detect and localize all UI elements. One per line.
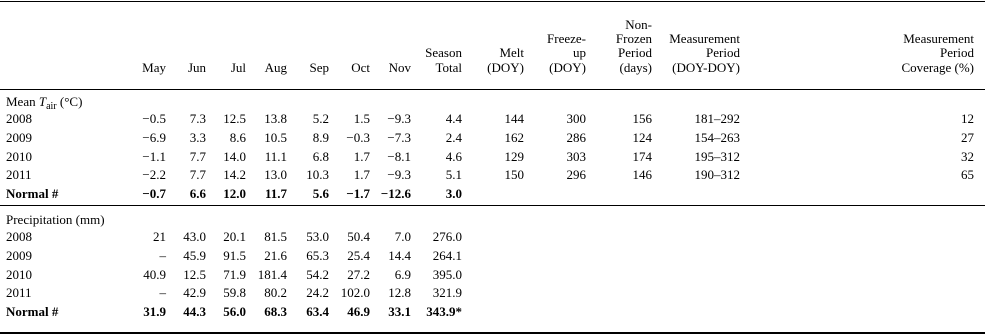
column-header: Period <box>706 45 740 61</box>
table-cell: −1.7 <box>346 186 370 202</box>
section-title-text: Precipitation (mm) <box>6 212 105 227</box>
table-cell: −0.3 <box>346 129 370 145</box>
column-header: Melt <box>499 45 524 61</box>
table-cell: 276.0 <box>432 229 462 244</box>
column-header: Season <box>425 45 462 61</box>
table-cell: 1.5 <box>353 111 370 126</box>
table-cell: 7.7 <box>189 148 206 164</box>
table-cell: 91.5 <box>223 247 246 263</box>
table-cell: 5.6 <box>312 186 329 202</box>
column-header: (DOY) <box>487 59 524 75</box>
column-header: (days) <box>619 59 652 75</box>
table-cell: −1.1 <box>142 148 166 164</box>
table-cell: 156 <box>632 111 652 126</box>
row-label: Normal # <box>6 186 59 202</box>
table-cell: 14.4 <box>388 247 411 263</box>
table-cell: 54.2 <box>306 266 329 282</box>
table-cell: 14.2 <box>223 167 246 183</box>
column-header: Sep <box>309 59 329 75</box>
column-header: (DOY-DOY) <box>672 59 740 75</box>
table-rule <box>0 205 985 206</box>
table-cell: 14.0 <box>223 148 246 164</box>
table-cell: 1.7 <box>353 148 370 164</box>
table-cell: −6.9 <box>142 129 166 145</box>
table-cell: 5.1 <box>445 167 462 183</box>
table-cell: 150 <box>504 167 524 183</box>
table-cell: 5.2 <box>312 111 329 126</box>
section-title-text: Mean <box>6 94 39 109</box>
column-header: Measurement <box>903 31 974 47</box>
table-cell: 181–292 <box>694 111 740 126</box>
column-header: Coverage (%) <box>901 59 974 75</box>
column-header: Nov <box>388 59 411 75</box>
section-title-subscript: air <box>46 101 57 112</box>
table-cell: 181.4 <box>257 266 287 282</box>
table-cell: 45.9 <box>183 247 206 263</box>
table-cell: 32 <box>961 148 974 164</box>
table-cell: 80.2 <box>264 285 287 301</box>
table-cell: 46.9 <box>347 304 370 320</box>
table-cell: 10.3 <box>306 167 329 183</box>
table-cell: 6.6 <box>189 186 206 202</box>
column-header: Frozen <box>615 31 652 47</box>
table-rule <box>0 89 985 90</box>
table-cell: 12.0 <box>223 186 246 202</box>
table-cell: −7.3 <box>387 129 411 145</box>
table-cell: 6.8 <box>312 148 329 164</box>
table-cell: 303 <box>566 148 586 164</box>
table-cell: 1.7 <box>353 167 370 183</box>
column-header: Total <box>435 59 462 75</box>
table-cell: 343.9* <box>426 304 462 320</box>
table-rule <box>0 332 985 334</box>
row-label: 2008 <box>6 229 32 244</box>
table-cell: 296 <box>566 167 586 183</box>
table-cell: 264.1 <box>432 247 462 263</box>
row-label: 2009 <box>6 129 32 145</box>
table-cell: 2.4 <box>445 129 462 145</box>
column-header: Period <box>618 45 652 61</box>
table-cell: 190–312 <box>694 167 740 183</box>
table-cell: 25.4 <box>347 247 370 263</box>
table-cell: 50.4 <box>347 229 370 244</box>
table-rule <box>0 1 985 2</box>
table-cell: 162 <box>504 129 524 145</box>
table-cell: 11.7 <box>264 186 287 202</box>
column-header: Period <box>940 45 974 61</box>
table-cell: 43.0 <box>183 229 206 244</box>
table-cell: 21.6 <box>264 247 287 263</box>
table-cell: 65 <box>961 167 974 183</box>
row-label: 2008 <box>6 111 32 126</box>
section-title <box>6 213 105 227</box>
table-cell: 27 <box>961 129 974 145</box>
table-cell: 102.0 <box>340 285 370 301</box>
row-label: Normal # <box>6 304 59 320</box>
table-cell: 81.5 <box>264 229 287 244</box>
table-cell: 63.4 <box>306 304 329 320</box>
table-cell: 65.3 <box>306 247 329 263</box>
table-cell: 40.9 <box>143 266 166 282</box>
column-header: May <box>142 59 166 75</box>
column-header: Measurement <box>669 31 740 47</box>
row-label: 2010 <box>6 148 32 164</box>
table-cell: 12.5 <box>223 111 246 126</box>
table-cell: 144 <box>504 111 524 126</box>
table-cell: 8.9 <box>312 129 329 145</box>
table-cell: 56.0 <box>223 304 246 320</box>
section-title-variable: T <box>38 94 47 109</box>
column-header: (DOY) <box>549 59 586 75</box>
table-cell: 24.2 <box>306 285 329 301</box>
column-header: Jul <box>230 59 246 75</box>
table-cell: 42.9 <box>183 285 206 301</box>
table-cell: 20.1 <box>223 229 246 244</box>
table-cell: 146 <box>632 167 652 183</box>
table-cell: −8.1 <box>387 148 411 164</box>
table-cell: −12.6 <box>380 186 411 202</box>
table-cell: −0.7 <box>142 186 166 202</box>
table-cell: 12 <box>961 111 974 126</box>
table-cell: 129 <box>504 148 524 164</box>
row-label: 2010 <box>6 266 32 282</box>
table-cell: 13.0 <box>264 167 287 183</box>
table-cell: 4.4 <box>445 111 462 126</box>
column-header: Aug <box>264 59 287 75</box>
table-cell: −9.3 <box>387 111 411 126</box>
table-cell: 4.6 <box>445 148 462 164</box>
table-cell: 7.0 <box>394 229 411 244</box>
table-cell: 33.1 <box>388 304 411 320</box>
table-cell: 195–312 <box>694 148 740 164</box>
table-cell: 124 <box>632 129 652 145</box>
table-cell: 68.3 <box>264 304 287 320</box>
column-header: Non- <box>625 16 652 32</box>
column-header: Freeze- <box>547 31 586 47</box>
table-cell: 3.3 <box>189 129 206 145</box>
table-cell: 3.0 <box>445 186 462 202</box>
table-cell: – <box>159 285 166 301</box>
table-cell: 59.8 <box>223 285 246 301</box>
row-label: 2011 <box>6 285 32 301</box>
table-cell: 44.3 <box>183 304 206 320</box>
column-header: Oct <box>351 59 370 75</box>
table-cell: 21 <box>153 229 166 244</box>
table-cell: 6.9 <box>394 266 411 282</box>
table-cell: −0.5 <box>142 111 166 126</box>
table-cell: 31.9 <box>143 304 166 320</box>
table-cell: 12.8 <box>388 285 411 301</box>
table-cell: 154–263 <box>694 129 740 145</box>
table-cell: −2.2 <box>142 167 166 183</box>
section-title-unit: (°C) <box>56 94 83 109</box>
table-cell: 321.9 <box>432 285 462 301</box>
table-cell: 12.5 <box>183 266 206 282</box>
table-cell: 27.2 <box>347 266 370 282</box>
table-cell: 286 <box>566 129 586 145</box>
row-label: 2009 <box>6 247 32 263</box>
table-cell: 174 <box>632 148 652 164</box>
table-cell: −9.3 <box>387 167 411 183</box>
table-cell: 10.5 <box>264 129 287 145</box>
row-label: 2011 <box>6 167 32 183</box>
column-header: up <box>573 45 586 61</box>
table-cell: – <box>159 247 166 263</box>
table-cell: 13.8 <box>264 111 287 126</box>
column-header: Jun <box>187 59 206 75</box>
table-cell: 300 <box>566 111 586 126</box>
table-cell: 7.3 <box>189 111 206 126</box>
table-cell: 7.7 <box>189 167 206 183</box>
table-cell: 71.9 <box>223 266 246 282</box>
table-cell: 8.6 <box>229 129 246 145</box>
table-cell: 11.1 <box>264 148 287 164</box>
table-cell: 53.0 <box>306 229 329 244</box>
table-cell: 395.0 <box>432 266 462 282</box>
